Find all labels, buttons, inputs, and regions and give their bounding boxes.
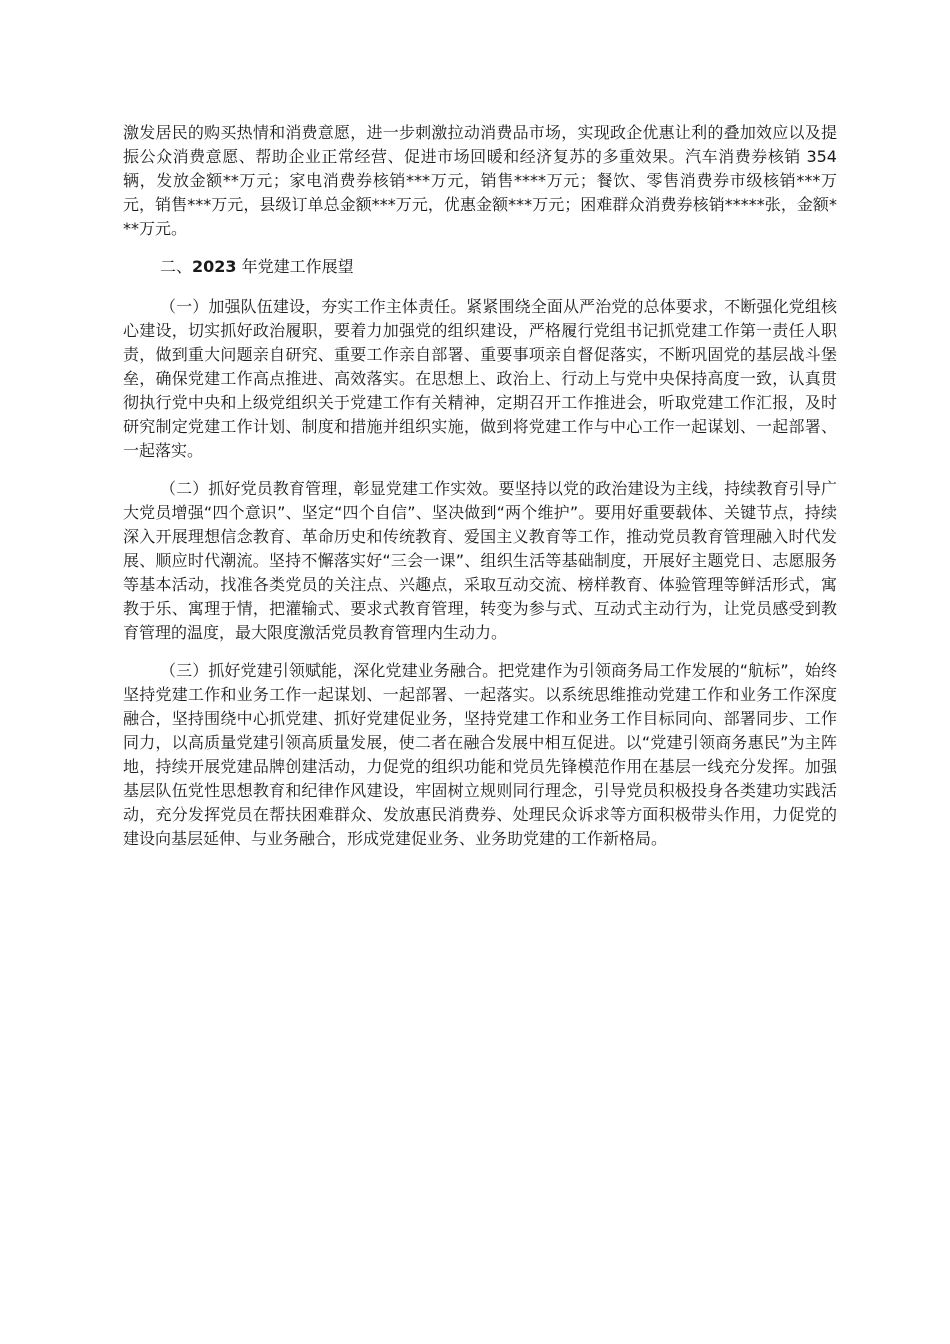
section-heading-prefix: 二、 <box>160 257 193 276</box>
paragraph-consumption-vouchers: 激发居民的购买热情和消费意愿，进一步刺激拉动消费品市场，实现政企优惠让利的叠加效应以及提振公众消费意愿、帮助企业正常经营、促进市场回暖和经济复苏的多重效果。汽车消费券核销 354 辆，发放金额**万元；家电消费券核销***万元，销售****万元；餐饮、零售消费券市级核销***万元，销售***万元，县级订单总金额***万元，优惠金额***万元；困难群众消费券核销*****张，金额***万元。 <box>123 123 837 238</box>
section-heading-suffix: 年党建工作展望 <box>236 257 354 276</box>
paragraph-member-education: （二）抓好党员教育管理，彰显党建工作实效。要坚持以党的政治建设为主线，持续教育引导广大党员增强“四个意识”、坚定“四个自信”、坚决做到“两个维护”。要用好重要载体、关键节点，持续深入开展理想信念教育、革命历史和传统教育、爱国主义教育等工作，推动党员教育管理融入时代发展、顺应时代潮流。坚持不懈落实好“三会一课”、组织生活等基础制度，开展好主题党日、志愿服务等基本活动，找准各类党员的关注点、兴趣点，采取互动交流、榜样教育、体验管理等鲜活形式，寓教于乐、寓理于情，把灌输式、要求式教育管理，转变为参与式、互动式主动行为，让党员感受到教育管理的温度，最大限度激活党员教育管理内生动力。 <box>123 479 837 642</box>
paragraph-business-integration: （三）抓好党建引领赋能，深化党建业务融合。把党建作为引领商务局工作发展的“航标”，始终坚持党建工作和业务工作一起谋划、一起部署、一起落实。以系统思维推动党建工作和业务工作深度融合，坚持围绕中心抓党建、抓好党建促业务，坚持党建工作和业务工作目标同向、部署同步、工作同力，以高质量党建引领高质量发展，使二者在融合发展中相互促进。以“党建引领商务惠民”为主阵地，持续开展党建品牌创建活动，力促党的组织功能和党员先锋模范作用在基层一线充分发挥。加强基层队伍党性思想教育和纪律作风建设，牢固树立规则同行理念，引导党员积极投身各类建功实践活动，充分发挥党员在帮扶困难群众、发放惠民消费券、处理民众诉求等方面积极带头作用，力促党的建设向基层延伸、与业务融合，形成党建促业务、业务助党建的工作新格局。 <box>123 661 837 848</box>
paragraph-team-building: （一）加强队伍建设，夯实工作主体责任。紧紧围绕全面从严治党的总体要求，不断强化党组核心建设，切实抓好政治履职，要着力加强党的组织建设，严格履行党组书记抓党建工作第一责任人职责，做到重大问题亲自研究、重要工作亲自部署、重要事项亲自督促落实，不断巩固党的基层战斗堡垒，确保党建工作高点推进、高效落实。在思想上、政治上、行动上与党中央保持高度一致，认真贯彻执行党中央和上级党组织关于党建工作有关精神，定期召开工作推进会，听取党建工作汇报，及时研究制定党建工作计划、制度和措施并组织实施，做到将党建工作与中心工作一起谋划、一起部署、一起落实。 <box>123 297 837 460</box>
section-heading-year: 2023 <box>192 257 237 276</box>
section-heading <box>123 255 837 279</box>
document-page <box>123 121 837 865</box>
